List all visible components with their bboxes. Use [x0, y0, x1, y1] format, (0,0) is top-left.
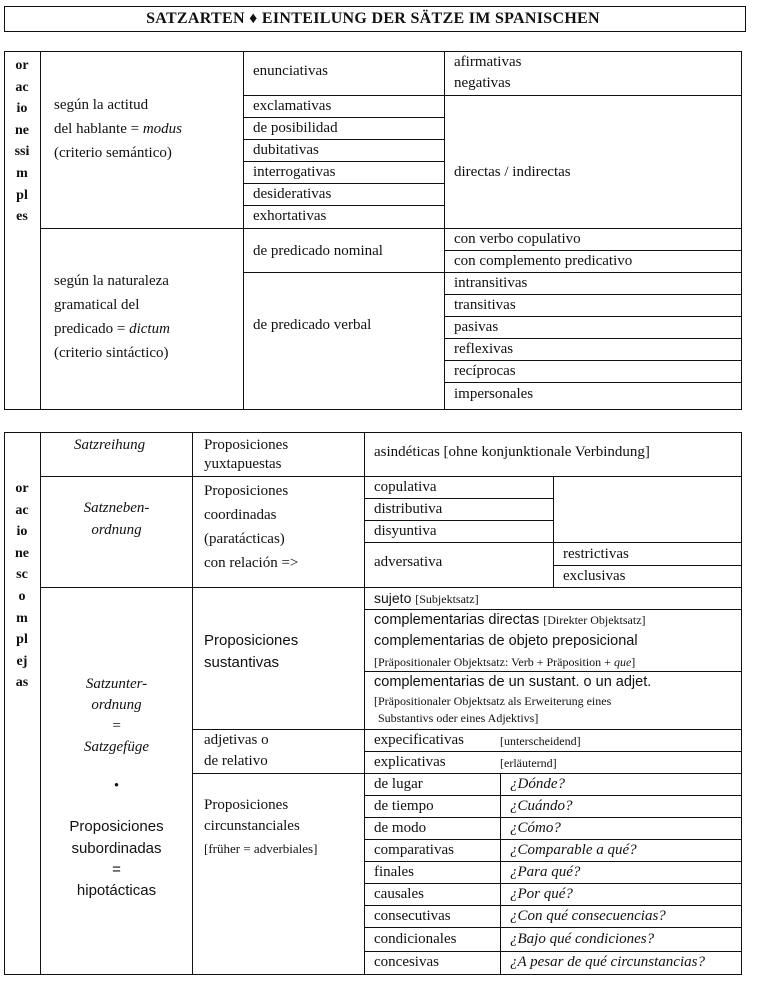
label-desiderativas: desiderativas: [253, 186, 332, 202]
dictum-term: dictum: [129, 321, 170, 337]
label-adjetivas: de relativo: [204, 753, 268, 769]
label-circ-question: ¿Cuándo?: [510, 798, 573, 814]
label-adjetivas: adjetivas o: [204, 732, 269, 748]
label-circ-question: ¿Dónde?: [510, 776, 565, 792]
label-distributiva: distributiva: [374, 501, 443, 517]
criteria-line: del hablante = modus: [54, 121, 183, 137]
label-yuxtapuestas: Proposiciones: [204, 437, 289, 453]
label-circ-name: comparativas: [374, 842, 454, 858]
label-exclusivas: exclusivas: [563, 568, 626, 584]
label-equals: =: [111, 718, 122, 734]
criteria-line: gramatical del: [54, 297, 140, 313]
label-circ-question: ¿Cómo?: [510, 820, 561, 836]
label-coordinadas: con relación =>: [204, 555, 299, 571]
label-predicado-nominal: de predicado nominal: [253, 243, 383, 259]
modus-term: modus: [142, 121, 183, 137]
cell-right-column: [444, 95, 742, 229]
label-exclamativas: exclamativas: [253, 98, 332, 114]
label-verbal-type: impersonales: [454, 386, 534, 402]
label-satzreihung: Satzreihung: [74, 437, 146, 453]
note-expecificativas: [unterscheidend]: [500, 734, 581, 748]
label-afirmativas: afirmativas: [454, 54, 522, 70]
label-circ-name: de modo: [374, 820, 427, 836]
label-subordinadas: subordinadas: [71, 840, 162, 857]
note-sustant: Substantivs oder eines Adjektivs]: [378, 711, 539, 725]
note-sustant: [Präpositionaler Objektsatz als Erweiterung eines: [374, 694, 612, 708]
label-circ-question: ¿Con qué consecuencias?: [510, 908, 666, 924]
label-predicativo: con complemento predicativo: [454, 253, 633, 269]
label-verbal-type: reflexivas: [454, 341, 514, 357]
label-circunstanciales: circunstanciales: [204, 818, 300, 834]
cell-predicado-verbal: [243, 272, 445, 410]
label-circ-question: ¿Bajo qué condiciones?: [510, 931, 655, 947]
label-circ-question: ¿Por qué?: [510, 886, 573, 902]
label-disyuntiva: disyuntiva: [374, 523, 437, 539]
criteria-line: predicado = dictum: [54, 321, 170, 337]
side-label-complejas: oracionescomplejas: [15, 481, 29, 691]
label-enunciativas: enunciativas: [253, 63, 328, 79]
note-circunstanciales: [früher = adverbiales]: [204, 841, 318, 856]
label-satznebenordnung: ordnung: [91, 522, 142, 538]
label-predicado-verbal: de predicado verbal: [253, 317, 372, 333]
label-equals: =: [112, 861, 121, 878]
label-circ-question: ¿A pesar de qué circunstancias?: [510, 954, 705, 970]
label-coordinadas: Proposiciones: [204, 483, 289, 499]
label-exhortativas: exhortativas: [253, 208, 327, 224]
label-verbal-type: recíprocas: [454, 363, 516, 379]
label-dubitativas: dubitativas: [253, 142, 319, 158]
label-circ-name: condicionales: [374, 931, 457, 947]
label-preposicional: complementarias de objeto preposicional: [374, 633, 638, 649]
label-verbal-type: transitivas: [454, 297, 516, 313]
criteria-line: (criterio sintáctico): [54, 345, 169, 361]
label-copulativo: con verbo copulativo: [454, 231, 581, 247]
bullet-icon: •: [113, 778, 120, 794]
label-restrictivas: restrictivas: [563, 546, 629, 562]
criteria-cell-semantic: [40, 51, 244, 229]
page-title: SATZARTEN ♦ EINTEILUNG DER SÄTZE IM SPANISCHEN: [146, 10, 600, 27]
note-sujeto: [Subjektsatz]: [415, 592, 479, 606]
label-sustantivas: sustantivas: [204, 654, 280, 671]
label-circ-question: ¿Comparable a qué?: [510, 842, 637, 858]
label-copulativa: copulativa: [374, 479, 437, 495]
label-asindeticas: asindéticas [ohne konjunktionale Verbindung]: [374, 444, 650, 460]
label-posibilidad: de posibilidad: [253, 120, 338, 136]
side-label-simples: oracionessimples: [14, 58, 30, 225]
label-verbal-type: pasivas: [454, 319, 499, 335]
label-verbal-type: intransitivas: [454, 275, 528, 291]
label-sustant: complementarias de un sustant. o un adjet.: [374, 674, 652, 690]
label-circ-question: ¿Para qué?: [510, 864, 581, 880]
label-circ-name: de lugar: [374, 776, 423, 792]
label-hipotacticas: hipotácticas: [76, 882, 157, 899]
label-interrogativas: interrogativas: [253, 164, 336, 180]
label-directas: complementarias directas [Direkter Objektsatz]: [374, 612, 646, 628]
label-expecificativas: expecificativas: [374, 732, 464, 748]
label-circ-name: finales: [374, 864, 414, 880]
label-satzunterordnung: Satzunter-: [85, 676, 148, 692]
label-negativas: negativas: [454, 75, 511, 91]
criteria-line: según la naturaleza: [54, 273, 169, 289]
label-satzgefuege: Satzgefüge: [84, 739, 149, 755]
label-directas-indirectas: directas / indirectas: [454, 164, 571, 180]
label-explicativas: explicativas: [374, 754, 446, 770]
label-circ-name: concesivas: [374, 954, 439, 970]
note-directas: [Direkter Objektsatz]: [543, 613, 646, 627]
note-explicativas: [erläuternd]: [500, 756, 557, 770]
label-adversativa: adversativa: [374, 554, 443, 570]
criteria-line: (criterio semántico): [54, 145, 172, 161]
criteria-line: según la actitud: [54, 97, 149, 113]
label-subordinadas: Proposiciones: [69, 818, 164, 835]
label-yuxtapuestas: yuxtapuestas: [204, 456, 282, 472]
cell-coord-empty: [553, 476, 742, 543]
label-satzunterordnung: ordnung: [91, 697, 142, 713]
label-sustantivas: Proposiciones: [204, 632, 299, 649]
note-preposicional: [Präpositionaler Objektsatz: Verb + Präposition + que]: [374, 655, 636, 669]
label-circunstanciales: Proposiciones: [204, 797, 289, 813]
criteria-cell-syntactic: [40, 228, 244, 410]
label-circ-name: causales: [374, 886, 424, 902]
label-sujeto: sujeto [Subjektsatz]: [374, 590, 479, 606]
label-satznebenordnung: Satzneben-: [83, 500, 150, 516]
label-coordinadas: (paratácticas): [204, 531, 285, 547]
label-circ-name: consecutivas: [374, 908, 451, 924]
label-coordinadas: coordinadas: [204, 507, 277, 523]
label-circ-name: de tiempo: [374, 798, 434, 814]
